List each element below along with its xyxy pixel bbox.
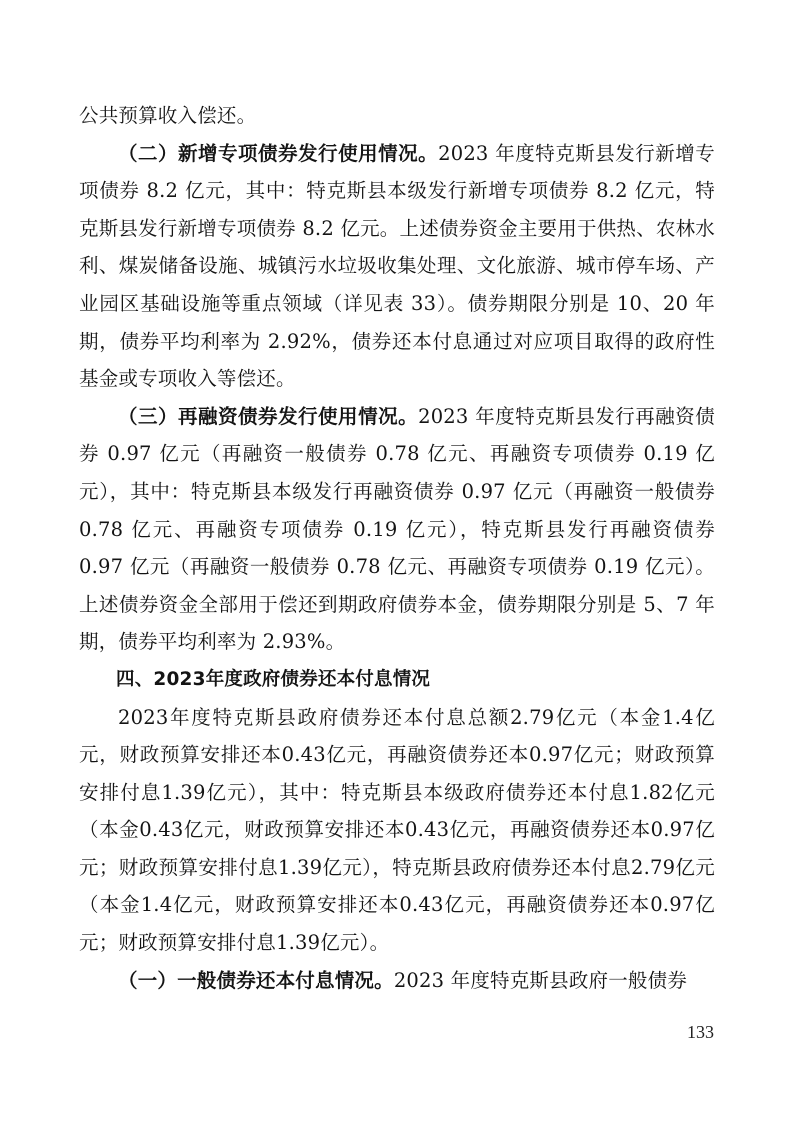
paragraph-continuation: 公共预算收入偿还。 xyxy=(79,104,257,127)
paragraph-debt-service-summary: 2023年度特克斯县政府债券还本付息总额2.79亿元（本金1.4亿元，财政预算安排还本0.43亿元，再融资债券还本0.97亿元；财政预算安排付息1.39亿元），其中：特克斯县本级政府债券还本付息1.82亿元（本金0.43亿元，财政预算安排还本0.43亿元，再融资债券还本0.97亿元；财政预算安排付息1.39亿元），特克斯县政府债券还本付息2.79亿元（本金1.4亿元，财政预算安排还本0.43亿元，再融资债券还本0.97亿元；财政预算安排付息1.39亿元）。 xyxy=(79,705,715,955)
paragraph-new-special-bonds-text: 2023 年度特克斯县发行新增专项债券 8.2 亿元，其中：特克斯县本级发行新增专项债券 8.2 亿元，特克斯县发行新增专项债券 8.2 亿元。上述债券资金主要用于供热、农林水利、煤炭储备设施、城镇污水垃圾收集处理、文化旅游、城市停车场、产业园区基础设施等重点领域（详见表 33）。债券期限分别是 10、20 年期，债券平均利率为 2.92%，债券还本付息通过对应项目取得的政府性基金或专项收入等偿还。 xyxy=(79,141,716,391)
paragraph-general-bond-service xyxy=(79,962,715,1000)
paragraph-new-special-bonds xyxy=(79,135,715,398)
paragraph-refinancing-bonds xyxy=(79,398,715,661)
document-body xyxy=(79,97,715,999)
page-number: 133 xyxy=(687,1022,714,1042)
paragraph-refinancing-bonds-text: 2023 年度特克斯县发行再融资债券 0.97 亿元（再融资一般债券 0.78 亿元、再融资专项债券 0.19 亿元），其中：特克斯县本级发行再融资债券 0.97 亿元（再融资一般债券 0.78 亿元、再融资专项债券 0.19 亿元），特克斯县发行再融资债券 0.97 亿元（再融资一般债券 0.78 亿元、再融资专项债券 0.19 亿元）。上述债券资金全部用于偿还到期政府债券本金，债券期限分别是 5、7 年期，债券平均利率为 2.93%。 xyxy=(79,404,715,654)
subheading-general-bond-service: （一）一般债券还本付息情况。 xyxy=(118,968,394,992)
paragraph-general-bond-service-text: 2023 年度特克斯县政府一般债券 xyxy=(393,968,688,992)
subheading-new-special-bonds: （二）新增专项债券发行使用情况。 xyxy=(118,141,439,165)
section-heading-debt-service: 四、2023年度政府债券还本付息情况 xyxy=(116,668,431,690)
subheading-refinancing-bonds: （三）再融资债券发行使用情况。 xyxy=(118,404,419,428)
